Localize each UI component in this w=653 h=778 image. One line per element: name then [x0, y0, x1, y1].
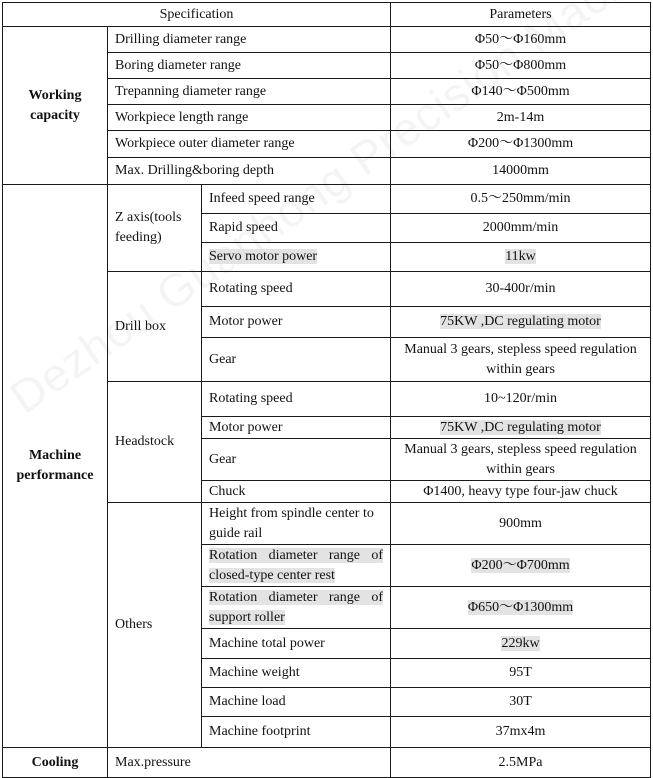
- spec-value-text: Φ200～Φ700mm: [471, 557, 570, 573]
- spec-value: 30-400r/min: [391, 272, 651, 307]
- spec-value: 0.5～250mm/min: [391, 185, 651, 214]
- spec-value: [391, 545, 651, 587]
- spec-value: 95T: [391, 659, 651, 688]
- spec-label: Rotating speed: [202, 272, 391, 307]
- spec-value: [391, 307, 651, 338]
- spec-value: Φ140～Φ500mm: [391, 79, 651, 105]
- spec-label-text: Servo motor power: [209, 249, 318, 264]
- spec-value: Φ1400, heavy type four-jaw chuck: [391, 481, 651, 503]
- spec-label: Max.pressure: [108, 748, 391, 778]
- spec-label: Boring diameter range: [108, 53, 391, 79]
- spec-label: Workpiece length range: [108, 105, 391, 131]
- table-row: [3, 748, 651, 778]
- spec-label-text: Rotation diameter range of closed-type center rest: [209, 547, 383, 583]
- table-header-row: [3, 3, 651, 27]
- spec-label: Infeed speed range: [202, 185, 391, 214]
- category-working-capacity: Working capacity: [3, 27, 108, 185]
- spec-value-text: 229kw: [501, 635, 540, 651]
- header-specification: Specification: [3, 3, 391, 27]
- spec-label: Max. Drilling&boring depth: [108, 158, 391, 185]
- spec-value: [391, 587, 651, 629]
- spec-value: 2000mm/min: [391, 214, 651, 243]
- spec-value: 900mm: [391, 503, 651, 545]
- spec-label: Trepanning diameter range: [108, 79, 391, 105]
- spec-label: Machine footprint: [202, 717, 391, 748]
- spec-label: Workpiece outer diameter range: [108, 131, 391, 158]
- spec-label: [202, 545, 391, 587]
- spec-value-text: Φ650～Φ1300mm: [467, 599, 574, 615]
- table-row: [3, 185, 651, 214]
- spec-value: [391, 243, 651, 272]
- spec-value: 2.5MPa: [391, 748, 651, 778]
- subgroup-drill-box: Drill box: [108, 272, 202, 382]
- spec-value: 30T: [391, 688, 651, 717]
- spec-label: Gear: [202, 439, 391, 481]
- spec-value: Φ200～Φ1300mm: [391, 131, 651, 158]
- spec-label: Height from spindle center to guide rail: [202, 503, 391, 545]
- spec-label: Machine weight: [202, 659, 391, 688]
- spec-label: Drilling diameter range: [108, 27, 391, 53]
- spec-value-text: 75KW ,DC regulating motor: [440, 314, 601, 329]
- spec-label: Gear: [202, 338, 391, 382]
- spec-value: Manual 3 gears, stepless speed regulation within gears: [391, 338, 651, 382]
- subgroup-headstock: Headstock: [108, 382, 202, 503]
- spec-value-text: 11kw: [505, 249, 536, 264]
- spec-label: [202, 243, 391, 272]
- spec-label: Machine load: [202, 688, 391, 717]
- category-machine-performance: Machine performance: [3, 185, 108, 748]
- spec-value: 37mx4m: [391, 717, 651, 748]
- spec-label: Chuck: [202, 481, 391, 503]
- spec-table: [2, 2, 651, 778]
- subgroup-z-axis: Z axis(tools feeding): [108, 185, 202, 272]
- table-row: [3, 27, 651, 53]
- spec-value: Φ50～Φ800mm: [391, 53, 651, 79]
- spec-value: 2m-14m: [391, 105, 651, 131]
- spec-label: Motor power: [202, 417, 391, 439]
- spec-label-text: Rotation diameter range of support roller: [209, 589, 383, 625]
- spec-value-text: 75KW ,DC regulating motor: [440, 419, 601, 435]
- spec-label: Rapid speed: [202, 214, 391, 243]
- spec-value: Φ50～Φ160mm: [391, 27, 651, 53]
- spec-label: Rotating speed: [202, 382, 391, 417]
- spec-label: [202, 587, 391, 629]
- spec-value: Manual 3 gears, stepless speed regulation within gears: [391, 439, 651, 481]
- spec-value: [391, 417, 651, 439]
- spec-label: Motor power: [202, 307, 391, 338]
- spec-value: 14000mm: [391, 158, 651, 185]
- subgroup-others: Others: [108, 503, 202, 748]
- spec-value: [391, 629, 651, 659]
- header-parameters: Parameters: [391, 3, 651, 27]
- spec-value: 10~120r/min: [391, 382, 651, 417]
- spec-label: Machine total power: [202, 629, 391, 659]
- category-cooling: Cooling: [3, 748, 108, 778]
